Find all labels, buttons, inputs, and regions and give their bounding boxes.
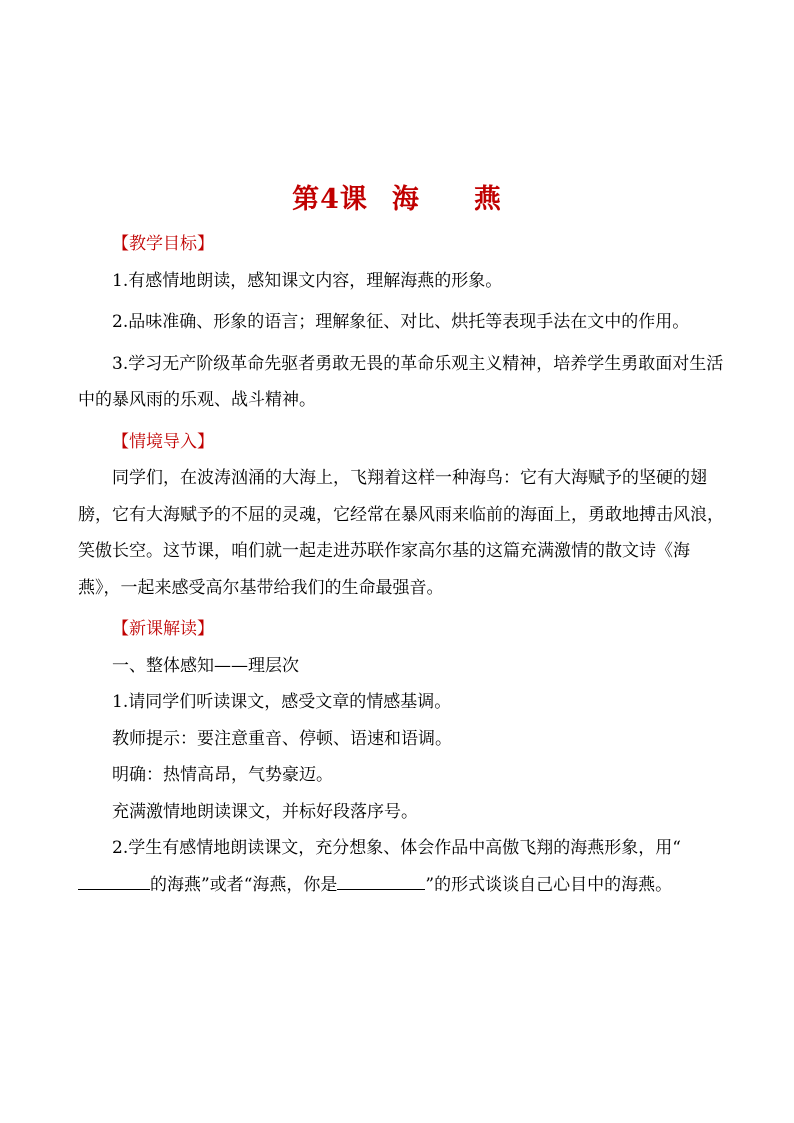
fill-blank <box>337 871 425 890</box>
goal-item: 3.学习无产阶级革命先驱者勇敢无畏的革命乐观主义精神，培养学生勇敢面对生活中的暴风雨的乐观、战斗精神。 <box>78 353 724 410</box>
section-heading-new: 【新课解读】 <box>112 619 214 639</box>
goal-item: 1.有感情地朗读，感知课文内容，理解海燕的形象。 <box>112 270 503 291</box>
instruction-text: 充满激情地朗读课文，并标好段落序号。 <box>112 801 418 822</box>
answer-text: 明确：热情高昂，气势豪迈。 <box>112 765 333 785</box>
page-title <box>0 180 794 220</box>
step-text: 的海燕”或者“海燕，你是 <box>150 874 338 895</box>
title-char: 海 <box>391 184 420 215</box>
title-part: 第 <box>292 184 321 215</box>
step-text: 2.学生有感情地朗读课文，充分想象、体会作品中高傲飞翔的海燕形象，用“ <box>112 838 681 858</box>
intro-paragraph: 同学们，在波涛汹涌的大海上，飞翔着这样一种海鸟：它有大海赋予的坚硬的翅膀，它有大海赋予的不屈的灵魂，它经常在暴风雨来临前的海面上，勇敢地搏击风浪，笑傲长空。这节课，咱们就一起走进苏联作家高尔基的这篇充满激情的散文诗《海燕》，一起来感受高尔基带给我们的生命最强音。 <box>78 468 724 598</box>
teacher-tip: 教师提示：要注意重音、停顿、语速和语调。 <box>112 728 452 749</box>
title-char: 燕 <box>473 184 502 215</box>
step-text: ”的形式谈谈自己心目中的海燕。 <box>425 874 673 895</box>
goal-item: 2.品味准确、形象的语言；理解象征、对比、烘托等表现手法在文中的作用。 <box>112 312 690 332</box>
step-item: 1.请同学们听读课文，感受文章的情感基调。 <box>112 692 452 712</box>
title-part: 课 <box>339 184 368 215</box>
section-heading-intro: 【情境导入】 <box>112 431 214 452</box>
subheading: 一、整体感知——理层次 <box>112 655 299 676</box>
fill-blank <box>78 871 150 890</box>
document-body <box>78 226 728 903</box>
step-item-2 <box>78 830 728 903</box>
section-heading-goals: 【教学目标】 <box>112 234 214 254</box>
title-number: 4 <box>320 184 340 215</box>
